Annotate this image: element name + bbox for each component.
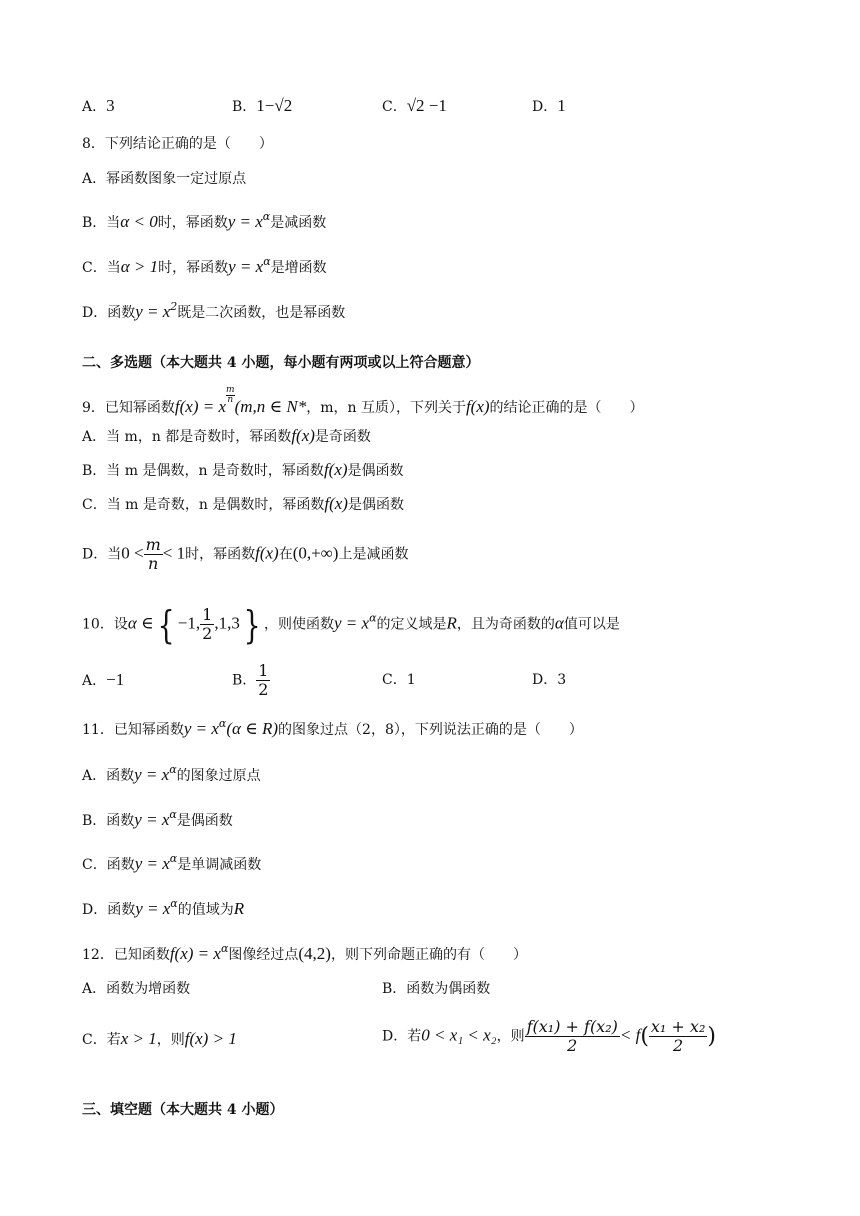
q11-option-d: D．函数$y = x^\alpha$的值域为R: [82, 897, 245, 918]
q8-option-a: A．幂函数图象一定过原点: [82, 171, 247, 187]
q10-option-d: D．3: [532, 672, 567, 688]
q11-option-b: B．函数$y = x^\alpha$是偶函数: [82, 808, 233, 829]
q11-option-a: A．函数$y = x^\alpha$的图象过原点: [82, 763, 261, 784]
q9-option-d: D．当0 < $\frac{m}{n}$ < 1时，幂函数f(x)在(0,+∞)上是减函数: [82, 535, 409, 573]
section-3-title: 三、填空题（本大题共 4 小题）: [82, 1102, 284, 1118]
q12-stem: 12．已知函数$f(x) = x^\alpha$图像经过点(4,2)，则下列命题正确的有（ ）: [82, 942, 527, 963]
q7-option-c: C．√2 −1: [382, 96, 447, 115]
q9-option-b: B．当 m 是偶数，n 是奇数时，幂函数f(x)是偶函数: [82, 460, 404, 479]
q7-option-a: A．3: [82, 96, 115, 115]
q10-stem: 10．设α ∈{ −1, $\frac{1}{2}$ ,1,3} ，则使函数$y = x^\alpha$的定义域是R，且为奇函数的α值可以是: [82, 602, 620, 647]
q8-stem: 8．下列结论正确的是（ ）: [82, 136, 273, 152]
q8-option-d: D．函数$y = x^2$既是二次函数，也是幂函数: [82, 300, 346, 321]
q8-option-c: C．当α > 1时，幂函数$y = x^\alpha$是增函数: [82, 255, 327, 276]
q7-option-b: B．1−√2: [232, 96, 293, 115]
q10-option-c: C．1: [382, 672, 416, 688]
q12-option-d: D．若0 < x₁ < x₂，则 $\frac{\text{f(x₁) + f(x₂)}}{2}$ < f( $\frac{\text{x₁ + x₂}}{2}$ ): [382, 1017, 716, 1055]
q11-option-c: C．函数$y = x^\alpha$是单调减函数: [82, 852, 262, 873]
q9-stem: 9．已知幂函数f(x) = x $\frac{m}{n}$ (m,n ∈ N*，m，n 互质），下列关于f(x)的结论正确的是（ ）: [82, 385, 644, 416]
q12-option-c: C．若x > 1，则f(x) > 1: [82, 1029, 237, 1048]
q10-option-a: A．−1: [82, 670, 125, 689]
q7-option-d: D．1: [532, 96, 566, 115]
q11-stem: 11．已知幂函数$y = x^\alpha(\alpha$ ∈ R)的图象过点（2，8），下列说法正确的是（ ）: [82, 717, 583, 738]
q9-option-a: A．当 m，n 都是奇数时，幂函数f(x)是奇函数: [82, 426, 371, 445]
q10-option-b: B． $\frac{1}{2}$: [232, 661, 269, 699]
section-2-title: 二、多选题（本大题共 4 小题，每小题有两项或以上符合题意）: [82, 355, 480, 371]
q12-option-b: B．函数为偶函数: [382, 981, 491, 997]
q12-option-a: A．函数为增函数: [82, 981, 191, 997]
q8-option-b: B．当α < 0时，幂函数$y = x^\alpha$是减函数: [82, 210, 327, 231]
q9-option-c: C．当 m 是奇数，n 是偶数时，幂函数f(x)是偶函数: [82, 494, 404, 513]
